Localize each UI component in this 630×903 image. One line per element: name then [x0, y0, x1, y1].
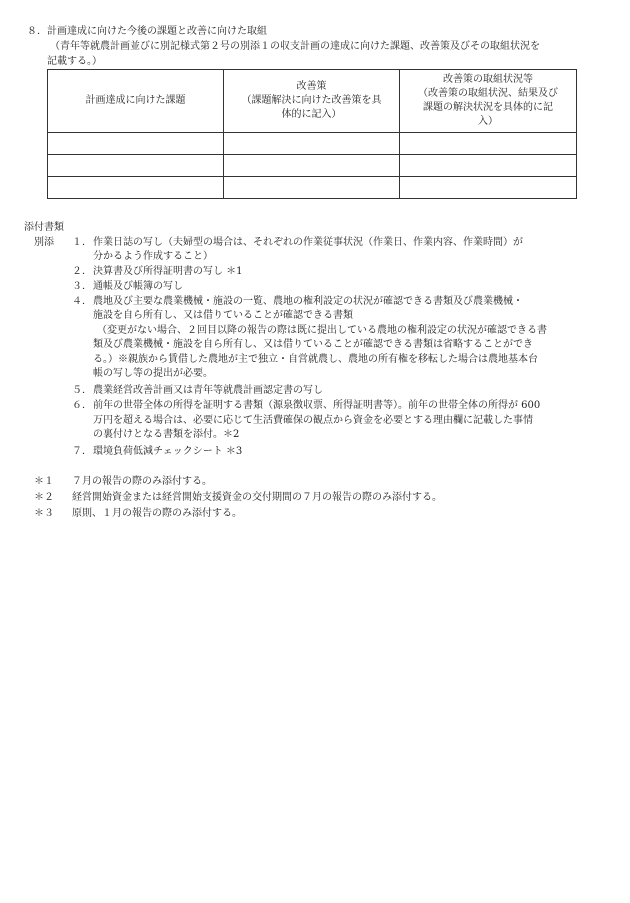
table-cell[interactable]: [400, 155, 577, 177]
attachments-heading: 添付書類: [24, 222, 64, 233]
table-cell[interactable]: [224, 133, 400, 155]
attachment-line: 通帳及び帳簿の写し: [93, 281, 183, 292]
footnote-text: 原則、１月の報告の際のみ添付する。: [72, 508, 242, 519]
attachment-line: る。）※親族から賃借した農地が主で独立・自営就農し、農地の所有権を移転した場合は農地基本台: [93, 354, 538, 365]
table-cell[interactable]: [48, 155, 224, 177]
footnote-text: ７月の報告の際のみ添付する。: [72, 476, 212, 487]
attachment-line: 環境負荷低減チェックシート ＊3: [93, 446, 243, 457]
section8-heading: ８．計画達成に向けた今後の課題と改善に向けた取組: [27, 26, 267, 37]
attachment-line: 作業日誌の写し（夫婦型の場合は、それぞれの作業従事状況（作業日、作業内容、作業時間）が: [93, 237, 523, 248]
header-measures: [224, 70, 400, 133]
header-measures-line-2: （課題解決に向けた改善策を具: [241, 95, 382, 106]
attachment-line: 決算書及び所得証明書の写し ＊1: [93, 266, 243, 277]
table-row: [48, 155, 577, 177]
attachment-number: １．: [72, 237, 92, 248]
attachment-number: ４．: [72, 296, 92, 307]
section8-note-line1: （青年等就農計画並びに別記様式第２号の別添１の収支計画の達成に向けた課題、改善策及びその取組状況を: [50, 41, 540, 52]
attachment-line: 農業経営改善計画又は青年等就農計画認定書の写し: [93, 385, 323, 396]
attachment-line: 施設を自ら所有し、又は借りていることが確認できる書類: [93, 310, 353, 321]
footnote-mark: ＊３: [34, 508, 54, 519]
attachment-line: 分かるよう作成すること）: [93, 251, 213, 262]
attachment-line: 万円を超える場合は、必要に応じて生活費確保の観点から資金を必要とする理由欄に記載した事情: [93, 415, 533, 426]
header-status: [400, 70, 577, 133]
header-measures-line-3: 体的に記入）: [281, 109, 342, 120]
header-status-line-2: （改善策の取組状況、結果及び: [418, 88, 558, 99]
header-measures-line-1: 改善策: [296, 81, 327, 92]
attachment-number: ５．: [72, 385, 92, 396]
footnote-mark: ＊２: [34, 492, 54, 503]
footnote-text: 経営開始資金または経営開始支援資金の交付期間の７月の報告の際のみ添付する。: [72, 492, 442, 503]
section8-note-line2: 記載する。）: [47, 56, 102, 67]
table-cell[interactable]: [224, 177, 400, 199]
footnote-mark: ＊１: [34, 476, 54, 487]
attachment-number: ６．: [72, 400, 92, 411]
header-status-line-1: 改善策の取組状況等: [443, 74, 533, 85]
header-issues: [48, 70, 224, 133]
table-cell[interactable]: [48, 177, 224, 199]
header-status-line-3: 課題の解決状況を具体的に記: [423, 102, 553, 113]
table-cell[interactable]: [400, 133, 577, 155]
table-cell[interactable]: [224, 155, 400, 177]
attachment-line: （変更がない場合、２回目以降の報告の際は既に提出している農地の権利設定の状況が確認できる書: [97, 325, 547, 336]
header-issues-line: 計画達成に向けた課題: [85, 95, 186, 106]
header-status-line-4: 入）: [478, 116, 498, 127]
attachment-line: 類及び農業機械・施設を自ら所有し、又は借りていることが確認できる書類は省略することができ: [93, 339, 533, 350]
table-row: [48, 133, 577, 155]
attachments-prefix: 別添: [34, 237, 54, 248]
attachment-line: 農地及び主要な農業機械・施設の一覧、農地の権利設定の状況が確認できる書類及び農業機械・: [93, 296, 523, 307]
table-cell[interactable]: [48, 133, 224, 155]
table-row: [48, 177, 577, 199]
attachment-line: 帳の写し等の提出が必要。: [93, 368, 213, 379]
improvement-table: [47, 69, 577, 199]
attachment-line: の裏付けとなる書類を添付。＊2: [93, 429, 240, 440]
attachment-number: ７．: [72, 446, 92, 457]
attachment-number: ３．: [72, 281, 92, 292]
attachment-line: 前年の世帯全体の所得を証明する書類（源泉徴収票、所得証明書等）。前年の世帯全体の所得が 600: [93, 400, 541, 411]
attachment-number: ２．: [72, 266, 92, 277]
table-cell[interactable]: [400, 177, 577, 199]
